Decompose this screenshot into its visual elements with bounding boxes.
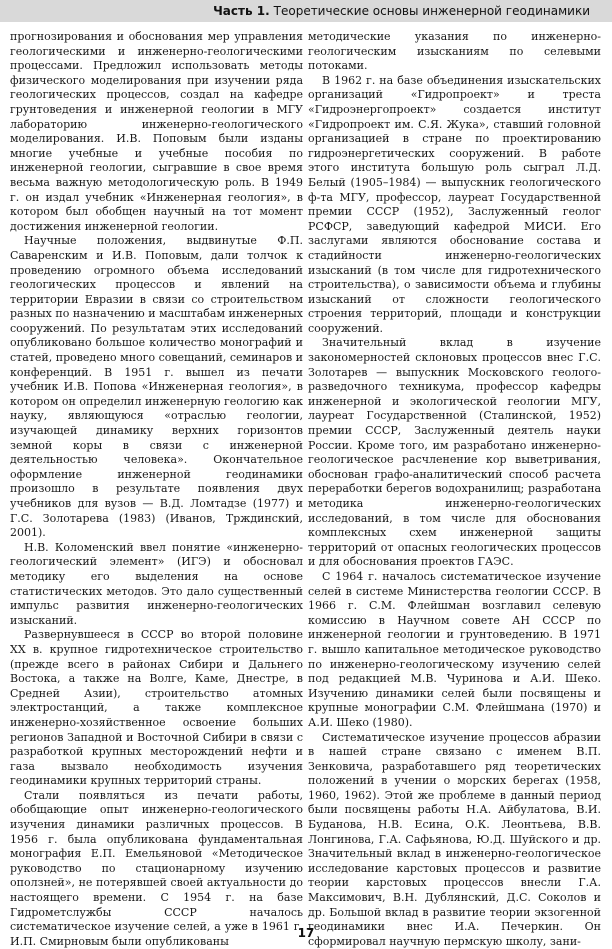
- header-part: Часть 1.: [213, 4, 270, 18]
- paragraph: прогнозирования и обоснования мер управления геологическими и инженерно-геологическими процессами. Предложил использовать методы физического моделирования при изучении ряда геологических процессов, создал на кафедре грунтоведения и инженерной геологии в МГУ лабораторию инженерно-геологического моделирования. И.В. Поповым были изданы многие учебные и учебные пособия по инженерной геологии, сыгравшие в свое время весьма важную методологическую роль. В 1949 г. он издал учебник «Инженерная геология», в котором был обобщен научный на тот момент достижения инженерной геологии.: [10, 30, 303, 234]
- paragraph: методические указания по инженерно-геологическим изысканиям по селевыми потоками.: [308, 30, 601, 74]
- right-column: [308, 30, 601, 925]
- paragraph: Стали появляться из печати работы, обобщающие опыт инженерно-геологического изучения динамики различных процессов. В 1956 г. была опубликована фундаментальная монография Е.П. Емельяновой «Методическое руководство по стационарному изучению оползней», не потерявшей своей актуальности до настоящего времени. С 1954 г. на базе Гидрометслужбы СССР началось систематическое изучение селей, а уже в 1961 г. И.П. Смирновым были опубликованы: [10, 789, 303, 949]
- paragraph: С 1964 г. началось систематическое изучение селей в системе Министерства геологии СССР. В 1966 г. С.М. Флейшман возглавил селевую комиссию в Научном совете АН СССР по инженерной геологии и грунтоведению. В 1971 г. вышло капитальное методическое руководство по инженерно-геологическому изучению селей под редакцией М.В. Чуринова и А.И. Шеко. Изучению динамики селей были посвящены и крупные монографии С.М. Флейшмана (1970) и А.И. Шеко (1980).: [308, 570, 601, 731]
- paragraph: Значительный вклад в изучение закономерностей склоновых процессов внес Г.С. Золотарев — выпускник Московского геолого-разведочного техникума, профессор кафедры инженерной и экологической геологии МГУ, лауреат Государственной (Сталинской, 1952) премии СССР, Заслуженный деятель науки России. Кроме того, им разработано инженерно-геологическое расчленение кор выветривания, обоснован графо-аналитический способ расчета переработки берегов водохранилищ; разработана методика инженерно-геологических исследований, в том числе для обоснования комплексных схем инженерной защиты территорий от опасных геологических процессов и для обоснования проектов ГАЭС.: [308, 336, 601, 570]
- paragraph: Н.В. Коломенский ввел понятие «инженерно-геологический элемент» (ИГЭ) и обосновал методику его выделения на основе статистических методов. Это дало существенный импульс развития инженерно-геологических изысканий.: [10, 541, 303, 629]
- paragraph: Развернувшееся в СССР во второй половине XX в. крупное гидротехническое строительство (прежде всего в районах Сибири и Дальнего Востока, а также на Волге, Каме, Днестре, в Средней Азии), строительство атомных электростанций, а также комплексное инженерно-хозяйственное освоение больших регионов Западной и Восточной Сибири в связи с разработкой крупных месторождений нефти и газа вызвало необходимость изучения геодинамики крупных территорий страны.: [10, 628, 303, 789]
- header-title: Теоретические основы инженерной геодинамики: [274, 4, 590, 18]
- running-header: [0, 0, 612, 22]
- left-column: [10, 30, 303, 925]
- paragraph: Систематическое изучение процессов абразии в нашей стране связано с именем В.П. Зенковича, разработавшего ряд теоретических положений в учении о морских берегах (1958, 1960, 1962). Этой же проблеме в данный период были посвящены работы Н.А. Айбулатова, В.И. Буданова, Н.В. Есина, О.К. Леонтьева, В.В. Лонгинова, Г.А. Сафьянова, Ю.Д. Шуйского и др. Значительный вклад в инженерно-геологическое исследование карстовых процессов и развитие теории карстовых процессов внесли Г.А. Максимович, В.Н. Дублянский, Д.С. Соколов и др. Большой вклад в развитие теории экзогенной геодинамики внес И.А. Печеркин. Он сформировал научную пермскую школу, зани-: [308, 731, 601, 949]
- paragraph: Научные положения, выдвинутые Ф.П. Саваренским и И.В. Поповым, дали толчок к проведению огромного объема исследований геологических процессов и явлений на территории Евразии в связи со строительством разных по назначению и масштабам инженерных сооружений. По результатам этих исследований опубликовано большое количество монографий и статей, проведено много совещаний, семинаров и конференций. В 1951 г. вышел из печати учебник И.В. Попова «Инженерная геология», в котором он определил инженерную геологию как науку, являющуюся «отраслью геологии, изучающей динамику верхних горизонтов земной коры в связи с инженерной деятельностью человека». Окончательное оформление инженерной геодинамики произошло в результате появления двух учебников для вузов — В.Д. Ломтадзе (1977) и Г.С. Золотарева (1983) (Иванов, Трждинский, 2001).: [10, 234, 303, 540]
- page-number: 17: [0, 926, 612, 940]
- paragraph: В 1962 г. на базе объединения изыскательских организаций «Гидропроект» и треста «Гидроэнергопроект» создается институт «Гидропроект им. С.Я. Жука», ставший головной организацией в стране по проектированию гидроэнергетических сооружений. В работе этого института большую роль сыграл Л.Д. Белый (1905–1984) — выпускник геологического ф-та МГУ, профессор, лауреат Государственной премии СССР (1952), Заслуженный геолог РСФСР, заведующий кафедрой МИСИ. Его заслугами являются обоснование состава и стадийности инженерно-геологических изысканий (в том числе для гидротехнического строительства), о зависимости объема и глубины изысканий от сложности геологического строения территорий, площади и конструкции сооружений.: [308, 74, 601, 337]
